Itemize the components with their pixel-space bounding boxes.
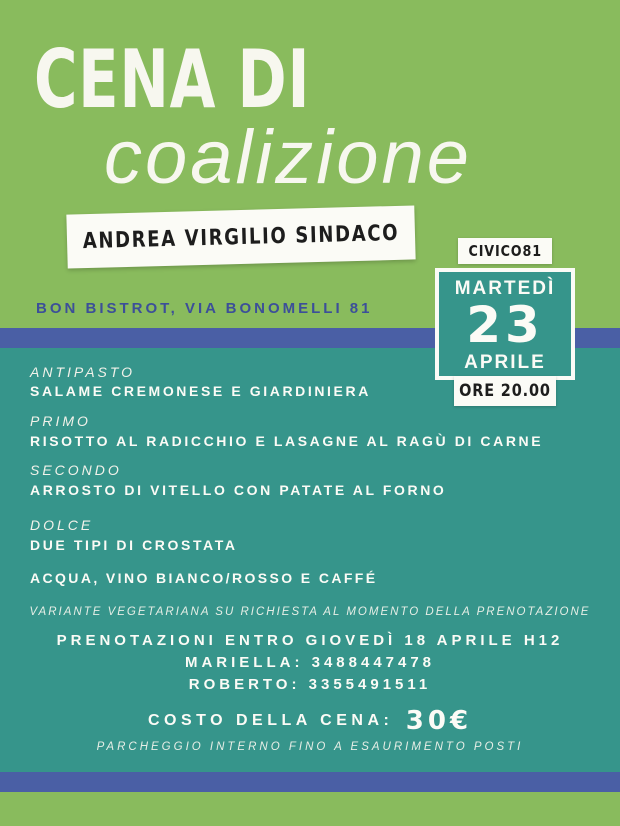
title-line-1: CENA DI: [34, 33, 311, 126]
venue-address: BON BISTROT, VIA BONOMELLI 81: [36, 300, 373, 317]
course-dish-dolce: DUE TIPI DI CROSTATA: [30, 537, 238, 553]
booking-deadline: PRENOTAZIONI ENTRO GIOVEDÌ 18 APRILE H12: [56, 632, 564, 649]
date-box: [435, 268, 575, 380]
course-dish-secondo: ARROSTO DI VITELLO CON PATATE AL FORNO: [30, 482, 447, 498]
cost-line: [0, 706, 620, 736]
candidate-label: [66, 205, 415, 268]
bottom-stripe: [0, 772, 620, 792]
cost-value: 30€: [405, 706, 473, 736]
course-label-dolce: DOLCE: [30, 517, 94, 533]
organizer-label: [458, 238, 552, 264]
contact-mariella: MARIELLA: 3488447478: [184, 654, 436, 671]
event-date-number: 23: [466, 296, 544, 354]
parking-note: PARCHEGGIO INTERNO FINO A ESAURIMENTO POSTI: [96, 741, 524, 753]
title-line-2: coalizione: [104, 115, 472, 200]
organizer-name: CIVICO81: [468, 242, 542, 260]
event-day: MARTEDÌ: [454, 278, 556, 299]
course-label-secondo: SECONDO: [30, 462, 122, 478]
time-label: [454, 376, 556, 406]
course-label-primo: PRIMO: [30, 413, 91, 429]
vegetarian-note: VARIANTE VEGETARIANA SU RICHIESTA AL MOMENTO DELLA PRENOTAZIONE: [29, 606, 591, 618]
course-dish-primo: RISOTTO AL RADICCHIO E LASAGNE AL RAGÙ DI CARNE: [30, 433, 544, 449]
course-label-antipasto: ANTIPASTO: [30, 364, 136, 380]
contact-roberto: ROBERTO: 3355491511: [188, 676, 432, 693]
event-month: APRILE: [464, 352, 546, 373]
event-time: ORE 20.00: [459, 381, 551, 401]
candidate-name: ANDREA VIRGILIO SINDACO: [82, 220, 400, 254]
drinks-line: ACQUA, VINO BIANCO/ROSSO E CAFFÉ: [30, 570, 378, 586]
cost-label: COSTO DELLA CENA:: [147, 712, 394, 729]
course-dish-antipasto: SALAME CREMONESE E GIARDINIERA: [30, 383, 371, 399]
